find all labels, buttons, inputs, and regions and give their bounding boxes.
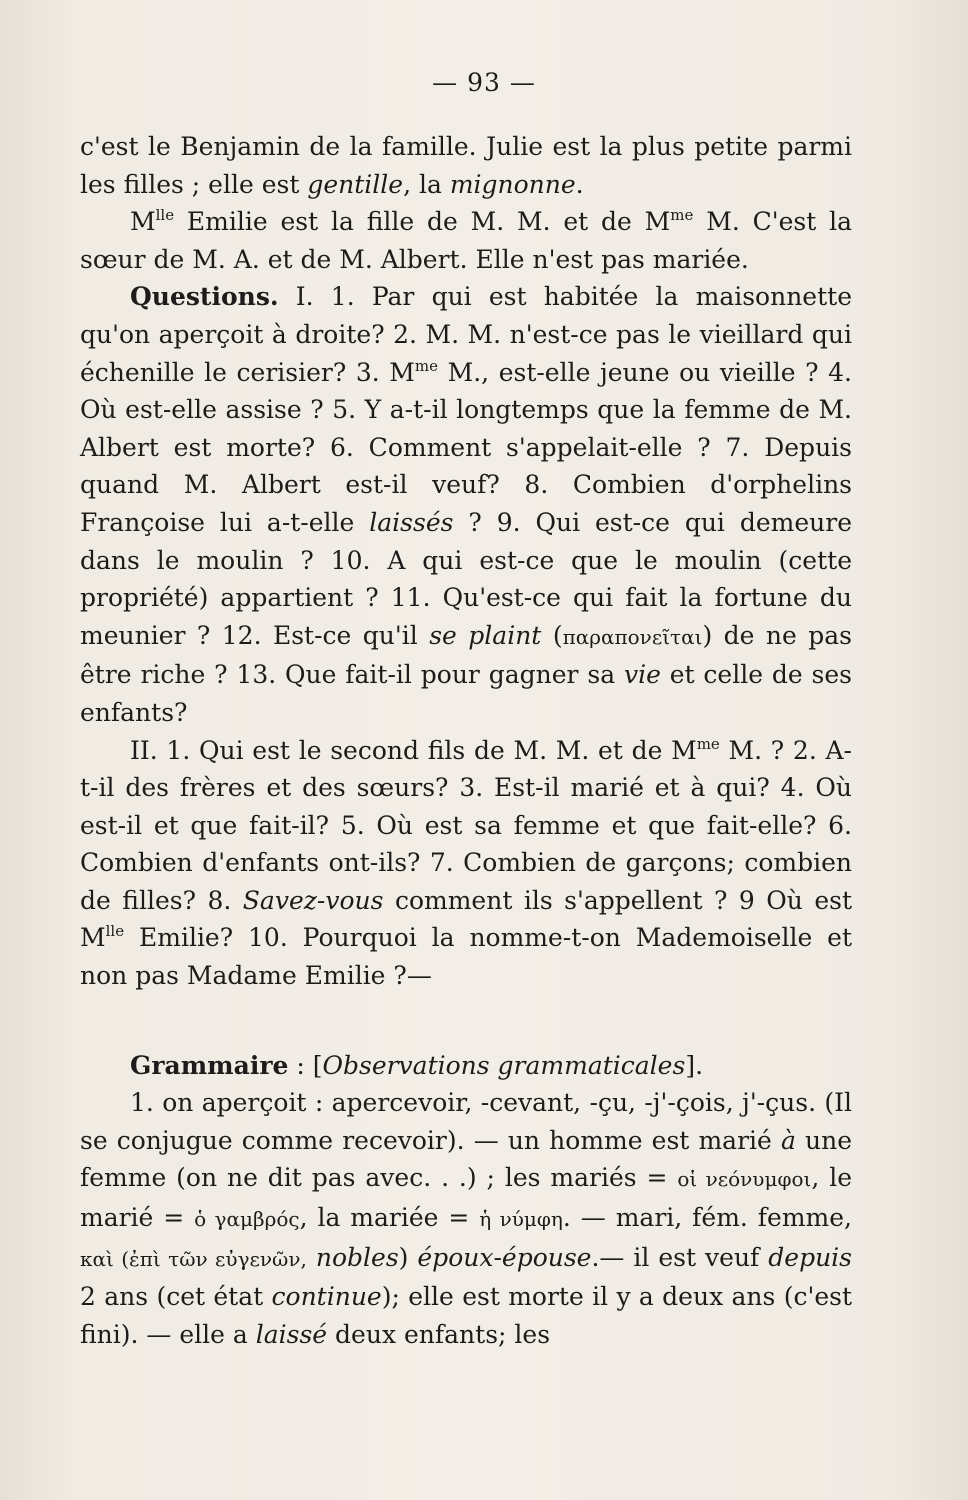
text: c'est le Benjamin de la famille. Julie est la plus petite parmi les filles ; elle est — [80, 132, 852, 199]
text: une femme (on ne dit pas avec. . .) ; les mariés = — [80, 1125, 852, 1193]
italic-term: laissés — [369, 507, 454, 537]
text: , la mariée = — [299, 1203, 480, 1233]
text: M. C'est la sœur de M. A. et de M. Albert. Elle n'est pas mariée. — [80, 207, 852, 274]
greek-gloss: ὁ γαμβρός — [194, 1207, 300, 1232]
text: . — [575, 169, 584, 199]
superscript: me — [696, 734, 720, 753]
section-gap — [80, 995, 852, 1047]
italic-term: se plaint — [429, 620, 542, 650]
text: : [ — [288, 1050, 323, 1080]
text: , le marié = — [80, 1163, 852, 1233]
grammar-label: Grammaire — [130, 1050, 289, 1080]
body-text — [80, 128, 852, 1353]
page-number: — 93 — — [432, 68, 536, 97]
text: ) — [398, 1242, 418, 1272]
greek-gloss: οἱ νεόνυμφοι — [677, 1167, 812, 1192]
superscript: lle — [105, 922, 125, 941]
paragraph-grammar-heading — [80, 1047, 852, 1085]
superscript: me — [670, 206, 694, 225]
questions-label: Questions. — [130, 282, 279, 312]
text: 2 ans (cet état — [80, 1282, 272, 1312]
italic-term: à — [780, 1125, 796, 1155]
superscript: me — [414, 356, 439, 375]
paragraph-family-intro — [80, 128, 852, 203]
text: - — [493, 1242, 502, 1272]
italic-term: vie — [623, 660, 661, 690]
italic-term: épouse — [501, 1242, 592, 1272]
text: ? 9. Qui est-ce qui demeure dans le moulin ? 10. A qui est-ce que le moulin (cette propriété) appartient ? 11. Qu'est-ce qui fait la fortune du meunier ? 12. Est-ce qu'il — [80, 507, 852, 650]
text: ( — [541, 620, 563, 650]
text: M. ? 2. A-t-il des frères et des sœurs? 3. Est-il marié et à qui? 4. Où est-il et que fait-il? 5. Où est sa femme et que fait-elle? 6. Combien d'enfants ont-ils? 7. Combien de garçons; combien de filles? 8. — [80, 735, 853, 915]
text: ) de ne pas être riche ? 13. Que fait-il pour gagner sa — [80, 620, 853, 690]
superscript: lle — [155, 206, 175, 225]
text: M — [130, 207, 156, 237]
text: Emilie est la fille de M. M. et de M — [174, 207, 671, 237]
text: .— il est veuf — [591, 1242, 769, 1272]
italic-term: depuis — [768, 1242, 853, 1272]
paragraph-questions-two — [80, 732, 852, 995]
text: M., est-elle jeune ou vieille ? 4. Où est-elle assise ? 5. Y a-t-il longtemps que la femme de M. Albert est morte? 6. Comment s'appelait-elle ? 7. Depuis quand M. Albert est-il veuf? 8. Combien d'orphelins Françoise lui a-t-elle — [80, 357, 852, 537]
italic-term: époux — [417, 1242, 494, 1272]
text: comment ils s'appellent ? 9 Où est M — [80, 885, 852, 953]
text: I. 1. Par qui est habitée la maisonnette qu'on aperçoit à droite? 2. M. M. n'est-ce pas le vieillard qui échenille le cerisier? 3. M — [80, 282, 852, 387]
italic-term: laissé — [255, 1319, 328, 1349]
paragraph-grammar-notes — [80, 1084, 852, 1353]
text: II. 1. Qui est le second fils de M. M. et de M — [130, 735, 697, 765]
text: , la — [403, 169, 450, 199]
text — [307, 1243, 316, 1272]
italic-term: continue — [271, 1282, 382, 1312]
paragraph-emilie — [80, 203, 852, 278]
text: . — mari, fém. femme, — [562, 1203, 852, 1233]
text: ); elle est morte il y a deux ans (c'est fini). — elle a — [80, 1282, 852, 1349]
greek-gloss: ἡ νύμφη — [479, 1207, 563, 1232]
text: 1. on aperçoit : apercevoir, -cevant, -çu, -j'-çois, j'-çus. (Il se conjugue comme recevoir). — un homme est marié — [80, 1088, 852, 1155]
italic-term: mignonne — [449, 169, 576, 199]
greek-gloss: καὶ (ἐπὶ τῶν εὐγενῶν, — [80, 1246, 307, 1271]
text: ]. — [685, 1050, 704, 1080]
italic-term: Savez-vous — [242, 885, 384, 915]
text: Emilie? 10. Pourquoi la nomme-t-on Mademoiselle et non pas Madame Emilie ?— — [80, 923, 852, 991]
italic-term: Observations grammaticales — [322, 1050, 686, 1080]
paragraph-questions-one — [80, 278, 852, 731]
text: et celle de ses enfants? — [80, 660, 852, 727]
greek-gloss: παραπονεῖται — [562, 624, 703, 649]
italic-term: nobles — [315, 1242, 399, 1272]
italic-term: gentille — [307, 169, 404, 199]
text: deux enfants; les — [327, 1319, 551, 1349]
